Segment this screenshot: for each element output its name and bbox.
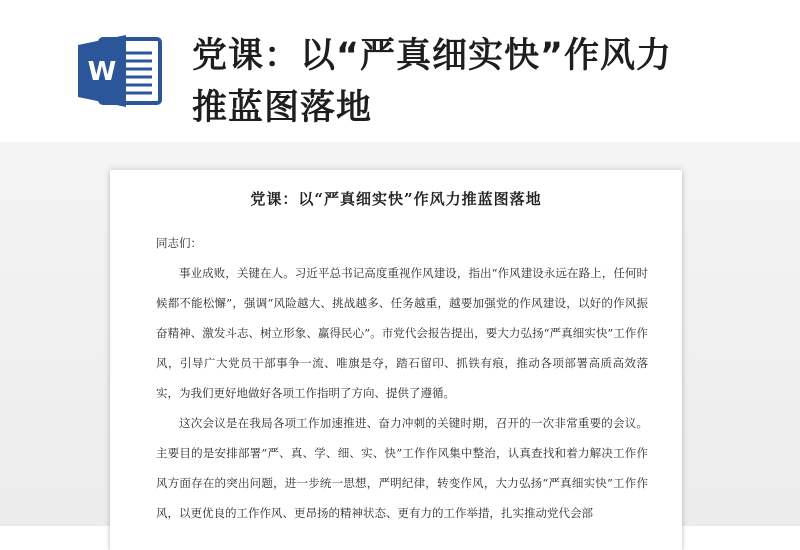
- document-paragraph: 事业成败，关键在人。习近平总书记高度重视作风建设，指出“作风建设永远在路上，任何时候都不能松懈”，强调“风险越大、挑战越多、任务越重，越要加强党的作风建设，以好的作风振奋精神、激发斗志、树立形象、赢得民心”。市党代会报告提出，要大力弘扬“严真细实快”工作作风，引导广大党员干部事争一流、唯旗是夺，踏石留印、抓铁有痕，推动各项部署高质高效落实，为我们更好地做好各项工作指明了方向、提供了遵循。: [156, 266, 648, 400]
- document-title: 党课：以“严真细实快”作风力推蓝图落地: [250, 190, 542, 208]
- word-icon-letter: W: [87, 57, 117, 87]
- page-title: [192, 30, 752, 134]
- word-document-icon: [74, 33, 164, 109]
- document-paragraph: 这次会议是在我局各项工作加速推进、奋力冲刺的关键时期，召开的一次非常重要的会议。主要目的是安排部署“严、真、学、细、实、快”工作作风集中整治，认真查找和着力解决工作作风方面存在的突出问题，进一步统一思想，严明纪律，转变作风，大力弘扬“严真细实快”工作作风，以更优良的工作作风、更昂扬的精神状态、更有力的工作举措，扎实推动党代会部: [156, 416, 648, 520]
- page-title-line1: 党课：以“严真细实快”作风力: [192, 36, 673, 76]
- document-page-preview: [110, 170, 682, 550]
- document-salutation: 同志们：: [156, 236, 202, 250]
- page-title-line2: 推蓝图落地: [192, 88, 373, 128]
- document-body: [156, 228, 648, 528]
